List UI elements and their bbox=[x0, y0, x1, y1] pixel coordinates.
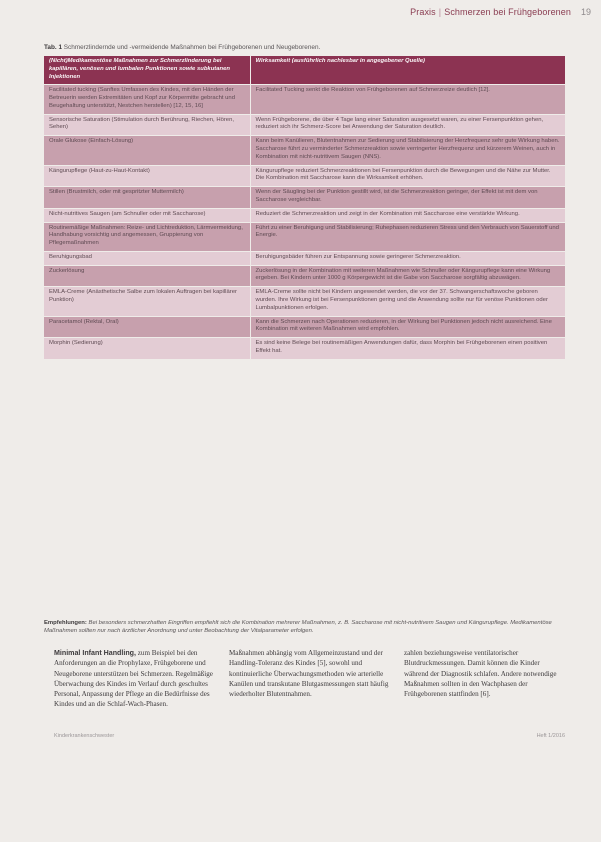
footer-issue: Heft 1/2016 bbox=[536, 733, 565, 739]
table-cell: EMLA-Creme (Anästhetische Salbe zum lokalen Auftragen bei kapillärer Punktion) bbox=[44, 287, 250, 316]
text-column bbox=[229, 648, 390, 710]
running-header bbox=[410, 7, 571, 17]
page-number: 19 bbox=[580, 7, 591, 17]
footnote-label: Empfehlungen: bbox=[44, 620, 87, 626]
page-header bbox=[0, 0, 601, 22]
table-row bbox=[44, 136, 565, 165]
table-cell: Kann beim Kanülieren, Blutentnahmen zur Sedierung und Stabilisierung der Herzfrequenz sehr gute Wirkung haben. Saccharose führt zu verminderter Schmerzreaktion sowie verringerter Herzfrequenz und kürzerem Weinen, auch in Kombination mit nicht-nutritivem Saugen (NNS). bbox=[250, 136, 565, 165]
header-section: Praxis bbox=[410, 7, 436, 17]
table-cell: Facilitated tucking (Sanftes Umfassen des Kindes, mit den Händen der Betreuerin werden Extremitäten und Kopf zur Körpermitte gebracht und Beugehaltung unterstützt, Nestchen herstellen) [12, 15, 16] bbox=[44, 85, 250, 114]
table-row bbox=[44, 114, 565, 136]
table-cell: Stillen (Brustmilch, oder mit gespritzter Muttermilch) bbox=[44, 187, 250, 209]
table-caption-text: Schmerzlindernde und -vermeidende Maßnahmen bei Frühgeborenen und Neugeborenen. bbox=[63, 44, 321, 51]
table-row bbox=[44, 316, 565, 338]
body-text-columns bbox=[54, 648, 565, 710]
table-row bbox=[44, 287, 565, 316]
paragraph bbox=[229, 648, 390, 699]
table-cell: Zuckerlösung bbox=[44, 265, 250, 287]
paragraph-text: zahlen beziehungsweise ventilatorischer Blutdruckmessungen. Damit können die Kinder während der Diagnostik schlafen. Andere notwendige Maßnahmen sollten in den Wachphasen der Frühgeborenen stattfinden [6]. bbox=[404, 649, 557, 699]
paragraph bbox=[54, 648, 215, 710]
table-cell: Routinemäßige Maßnahmen: Reize- und Lichtreduktion, Lärmvermeidung, Handhabung vorsichtig und angemessen, Gruppierung von Pflegemaßnahmen bbox=[44, 222, 250, 251]
table-cell: Sensorische Saturation (Stimulation durch Berührung, Riechen, Hören, Sehen) bbox=[44, 114, 250, 136]
table-cell: Kann die Schmerzen nach Operationen reduzieren, in der Wirkung bei Punktionen jedoch nicht ausreichend. Eine Kombination mit weiteren Maßnahmen wird empfohlen. bbox=[250, 316, 565, 338]
footnote-text: Bei besonders schmerzhaften Eingriffen empfiehlt sich die Kombination mehrerer Maßnahmen, z. B. Saccharose mit nicht-nutritivem Saugen und Kängurupflege. Medikamentöse Maßnahmen sollten nur nach ärztlicher Anordnung und unter Beobachtung der Vitalparameter erfolgen. bbox=[44, 620, 552, 634]
paragraph-text: zum Beispiel bei den Anforderungen an die Prophylaxe, Frühgeborene und Neugeborene unterstützen bei Schmerzen. Regelmäßige Überwachung des Kindes im Verlauf durch geschultes Personal, Anpassung der Pflege an die Bedürfnisse des Kindes und an die Schlaf-Wach-Phasen. bbox=[54, 649, 213, 709]
table-cell: Facilitated Tucking senkt die Reaktion von Frühgeborenen auf Schmerzreize deutlich [12]. bbox=[250, 85, 565, 114]
table-cell: Orale Glukose (Einfach-Lösung) bbox=[44, 136, 250, 165]
paragraph bbox=[404, 648, 565, 699]
table-cell: Wenn Frühgeborene, die über 4 Tage lang einer Saturation ausgesetzt waren, zu einer Fersenpunktion gehen, reduziert sich ihr Schmerz-Score bei Anwendung der Saturation deutlich. bbox=[250, 114, 565, 136]
table-cell: Es sind keine Belege bei routinemäßigen Anwendungen dafür, dass Morphin bei Frühgeborenen einen positiven Effekt hat. bbox=[250, 338, 565, 359]
paragraph-text: Maßnahmen abhängig vom Allgemeinzustand und der Handling-Toleranz des Kindes [5], sowohl und kontinuierliche Überwachungsmethoden wie arterielle Kanülen und transkutane Blutgasmessungen statt häufig wiederholter Blutentnahmen. bbox=[229, 649, 389, 699]
text-column bbox=[54, 648, 215, 710]
table-row bbox=[44, 338, 565, 359]
table-cell: Wenn der Säugling bei der Punktion gestillt wird, ist die Schmerzreaktion geringer, der Effekt ist mit dem von Saccharose vergleichbar. bbox=[250, 187, 565, 209]
table-cell: Morphin (Sedierung) bbox=[44, 338, 250, 359]
table-row bbox=[44, 85, 565, 114]
table-caption bbox=[44, 44, 564, 51]
table-cell: Führt zu einer Beruhigung und Stabilisierung; Ruhephasen reduzieren Stress und den Verbrauch von Sauerstoff und Energie. bbox=[250, 222, 565, 251]
paragraph-lead: Minimal Infant Handling, bbox=[54, 649, 136, 657]
table-cell: EMLA-Creme sollte nicht bei Kindern angewendet werden, die vor der 37. Schwangerschaftswoche geboren wurden. Ihre Wirkung ist bei Fersenpunktionen gering und die Anwendung sollte nur für venöse Punktionen oder Lumbalpunktionen erfolgen. bbox=[250, 287, 565, 316]
table-row bbox=[44, 187, 565, 209]
table-cell: Nicht-nutritives Saugen (am Schnuller oder mit Saccharose) bbox=[44, 208, 250, 222]
footer-journal: Kinderkrankenschwester bbox=[54, 733, 115, 739]
table-cell: Zuckerlösung in der Kombination mit weiteren Maßnahmen wie Schnuller oder Kängurupflege kann eine Wirkung ergeben. Bei Kindern unter 1000 g Körpergewicht ist die Gabe von Saccharose sorgfältig abzuwägen. bbox=[250, 265, 565, 287]
table-header-row bbox=[44, 56, 565, 85]
table-header-cell: (Nicht)Medikamentöse Maßnahmen zur Schmerzlinderung bei kapillären, venösen und lumbalen Punktionen sowie subkutanen Injektionen bbox=[44, 56, 250, 85]
text-column bbox=[404, 648, 565, 710]
table-cell: Kängurupflege (Haut-zu-Haut-Kontakt) bbox=[44, 165, 250, 187]
header-topic: Schmerzen bei Frühgeborenen bbox=[444, 7, 571, 17]
page-footer bbox=[54, 733, 565, 741]
table-cell: Paracetamol (Rektal, Oral) bbox=[44, 316, 250, 338]
measures-table bbox=[44, 56, 566, 359]
table-row bbox=[44, 251, 565, 265]
table-cell: Kängurupflege reduziert Schmerzreaktionen bei Fersenpunktion durch die Bewegungen und die Nähe zur Mutter. Die Kombination mit Saccharose kann die Wirksamkeit erhöhen. bbox=[250, 165, 565, 187]
table-cell: Beruhigungsbad bbox=[44, 251, 250, 265]
table-cell: Beruhigungsbäder führen zur Entspannung sowie geringerer Schmerzreaktion. bbox=[250, 251, 565, 265]
table-row bbox=[44, 222, 565, 251]
table-row bbox=[44, 208, 565, 222]
header-separator: | bbox=[438, 7, 442, 17]
table-row bbox=[44, 265, 565, 287]
table-header-cell: Wirksamkeit (ausführlich nachlesbar in angegebener Quelle) bbox=[250, 56, 565, 85]
table-cell: Reduziert die Schmerzreaktion und zeigt in der Kombination mit Saccharose eine verstärkte Wirkung. bbox=[250, 208, 565, 222]
table-row bbox=[44, 165, 565, 187]
table-label: Tab. 1 bbox=[44, 44, 62, 51]
table-footnote bbox=[44, 620, 565, 636]
